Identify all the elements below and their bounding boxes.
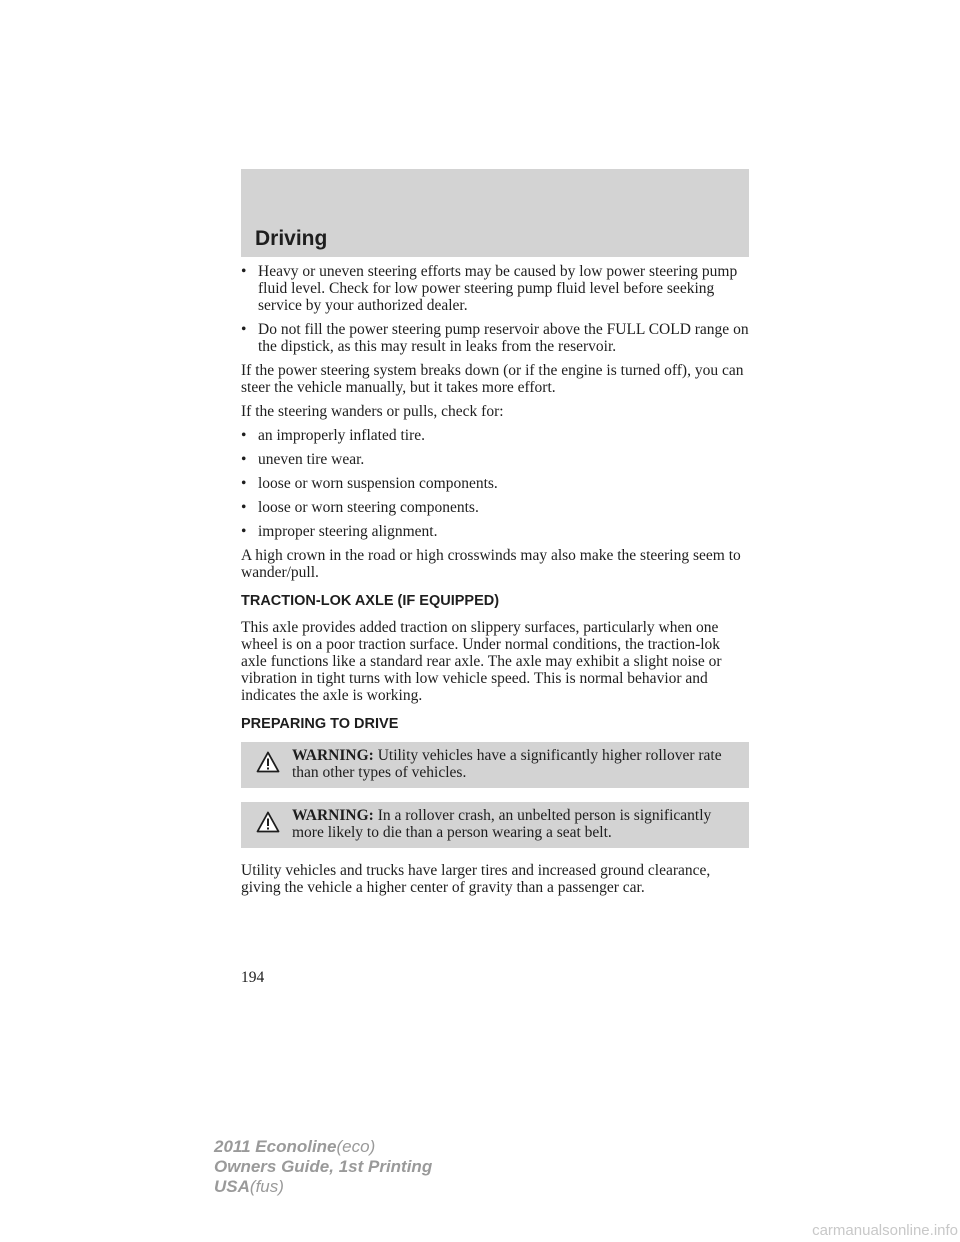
paragraph-crown: A high crown in the road or high crosswinds may also make the steering seem to wander/pull. [241, 547, 741, 581]
footer-guide: Owners Guide, 1st Printing [214, 1157, 433, 1176]
list-item [241, 427, 749, 444]
list-item [241, 499, 749, 516]
document-footer [214, 1137, 432, 1197]
paragraph-wanders: If the steering wanders or pulls, check for: [241, 403, 504, 420]
warning-text: Utility vehicles have a significantly higher rollover rate than other types of vehicles. [292, 747, 722, 781]
list-item-text: loose or worn steering components. [258, 499, 479, 516]
footer-model-code: (eco) [336, 1137, 376, 1156]
list-item [241, 451, 749, 468]
section-title: Driving [255, 227, 328, 250]
bullet-icon: • [241, 499, 247, 516]
bullet-icon: • [241, 321, 247, 338]
footer-model: 2011 Econoline [214, 1137, 337, 1156]
paragraph-utility-vehicles: Utility vehicles and trucks have larger tires and increased ground clearance, giving the vehicle a higher center of gravity than a passenger car. [241, 862, 711, 896]
warning-box [241, 742, 749, 788]
heading-traction-lok: TRACTION-LOK AXLE (IF EQUIPPED) [241, 593, 500, 609]
bullet-icon: • [241, 427, 247, 444]
list-item-text: loose or worn suspension components. [258, 475, 498, 492]
warning-triangle-icon [256, 811, 280, 833]
bullet-icon: • [241, 451, 247, 468]
list-item-text: uneven tire wear. [258, 451, 365, 468]
list-item [241, 475, 749, 492]
warning-box [241, 802, 749, 848]
list-item-text: improper steering alignment. [258, 523, 438, 540]
list-item [241, 263, 749, 314]
list-item [241, 321, 749, 355]
footer-guide-line [214, 1157, 432, 1177]
page-content [241, 263, 749, 903]
footer-market: USA [214, 1177, 250, 1196]
section-header-band [241, 169, 749, 257]
paragraph-traction-lok: This axle provides added traction on slippery surfaces, particularly when one wheel is on a poor traction surface. Under normal conditions, the traction-lok axle functions like a standard rear axle. The axle may exhibit a slight noise or vibration in tight turns with low vehicle speed. This is normal behavior and indicates the axle is working. [241, 619, 722, 704]
footer-model-line [214, 1137, 432, 1157]
watermark: carmanualsonline.info [812, 1222, 958, 1239]
warning-text: In a rollover crash, an unbelted person is significantly more likely to die than a person wearing a seat belt. [292, 807, 712, 841]
warning-label: WARNING: [292, 747, 374, 764]
bullet-icon: • [241, 475, 247, 492]
heading-preparing-to-drive: PREPARING TO DRIVE [241, 716, 399, 732]
warning-triangle-icon [256, 751, 280, 773]
page-number: 194 [241, 969, 265, 986]
footer-market-code: (fus) [249, 1177, 284, 1196]
bullet-icon: • [241, 523, 247, 540]
list-item-text: Do not fill the power steering pump reservoir above the FULL COLD range on the dipstick, as this may result in leaks from the reservoir. [258, 321, 749, 355]
list-item-text: an improperly inflated tire. [258, 427, 425, 444]
bullet-icon: • [241, 263, 247, 280]
paragraph-breakdown: If the power steering system breaks down (or if the engine is turned off), you can steer the vehicle manually, but it takes more effort. [241, 362, 744, 396]
list-item-text: Heavy or uneven steering efforts may be caused by low power steering pump fluid level. Check for low power steering pump fluid level before seeking service by your authorized dealer. [258, 263, 738, 314]
warning-label: WARNING: [292, 807, 374, 824]
list-item [241, 523, 749, 540]
footer-market-line [214, 1177, 432, 1197]
